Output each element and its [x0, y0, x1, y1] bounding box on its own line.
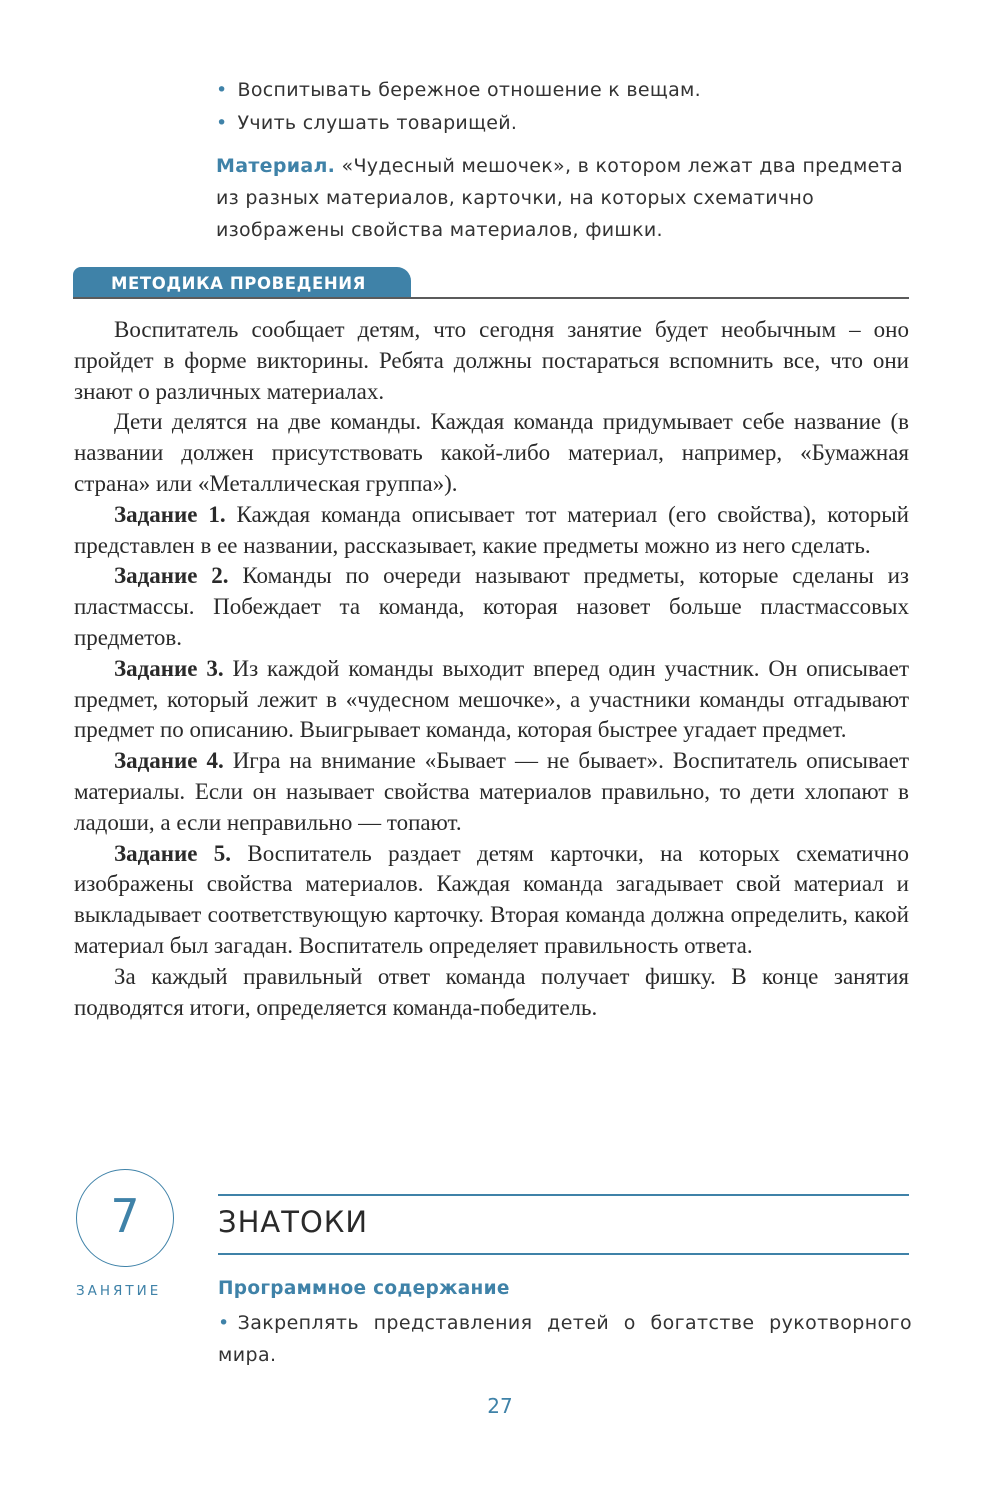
paragraph: За каждый правильный ответ команда получает фишку. В конце занятия подводятся итоги, определяется команда-победитель.	[74, 963, 909, 1020]
task-paragraph: Задание 5. Воспитатель раздает детям карточки, на которых схематично изображены свойства материалов. Каждая команда загадывает свой материал и выкладывает соответствующую карточку. Вторая команда должна определить, какой материал был загадан. Воспитатель определяет правильность ответа.	[74, 840, 909, 958]
task-lead: Задание 1.	[114, 501, 226, 527]
paragraph: Воспитатель сообщает детям, что сегодня занятие будет необычным – оно пройдет в форме викторины. Ребята должны постараться вспомнить все, что они знают о различных материалах.	[74, 317, 909, 404]
objective-bullet: • Воспитывать бережное отношение к вещам.	[216, 79, 701, 101]
section-rule	[73, 297, 909, 299]
page-number: 27	[487, 1394, 513, 1418]
section-title: МЕТОДИКА ПРОВЕДЕНИЯ	[73, 267, 411, 298]
bullet-icon: •	[216, 79, 228, 101]
task-lead: Задание 2.	[114, 563, 229, 589]
task-lead: Задание 3.	[114, 655, 224, 681]
method-text	[74, 315, 909, 1023]
program-bullet: • Закреплять представления детей о богатстве рукотворного мира.	[218, 1312, 912, 1366]
material-text: «Чудесный мешочек», в котором лежат два предмета из разных материалов, карточки, на которых схематично изображены свойства материалов, фишки.	[216, 155, 903, 241]
bullet-icon: •	[216, 112, 228, 134]
lesson-title-rule-top	[218, 1194, 909, 1196]
bullet-icon: •	[218, 1312, 230, 1334]
task-lead: Задание 4.	[114, 748, 224, 774]
task-paragraph: Задание 3. Из каждой команды выходит вперед один участник. Он описывает предмет, который лежит в «чудесном мешочке», а участники команды отгадывают предмет по описанию. Выигрывает команда, которая быстрее угадает предмет.	[74, 655, 909, 743]
section-header	[73, 267, 909, 299]
paragraph: Дети делятся на две команды. Каждая команда придумывает себе название (в названии должен присутствовать какой-либо материал, например, «Бумажная страна» или «Металлическая группа»).	[74, 409, 909, 496]
task-paragraph: Задание 1. Каждая команда описывает тот материал (его свойства), который представлен в ее названии, рассказывает, какие предметы можно из него сделать.	[74, 501, 909, 558]
lesson-title-rule-bottom	[218, 1253, 909, 1255]
lesson-label: ЗАНЯТИЕ	[76, 1283, 162, 1299]
objective-bullet: • Учить слушать товарищей.	[216, 112, 518, 134]
task-paragraph: Задание 2. Команды по очереди называют предметы, которые сделаны из пластмассы. Побеждает та команда, которая назовет больше пластмассовых предметов.	[74, 563, 909, 650]
lesson-title: ЗНАТОКИ	[218, 1205, 369, 1239]
material-paragraph	[216, 150, 916, 246]
program-heading: Программное содержание	[218, 1278, 510, 1299]
lesson-number-badge: 7	[76, 1169, 174, 1267]
task-lead: Задание 5.	[114, 840, 232, 866]
material-lead: Материал.	[216, 155, 336, 177]
task-paragraph: Задание 4. Игра на внимание «Бывает — не бывает». Воспитатель описывает материалы. Если он называет свойства материалов правильно, то дети хлопают в ладоши, а если неправильно — топают.	[74, 748, 909, 835]
objectives-continuation	[216, 74, 916, 246]
